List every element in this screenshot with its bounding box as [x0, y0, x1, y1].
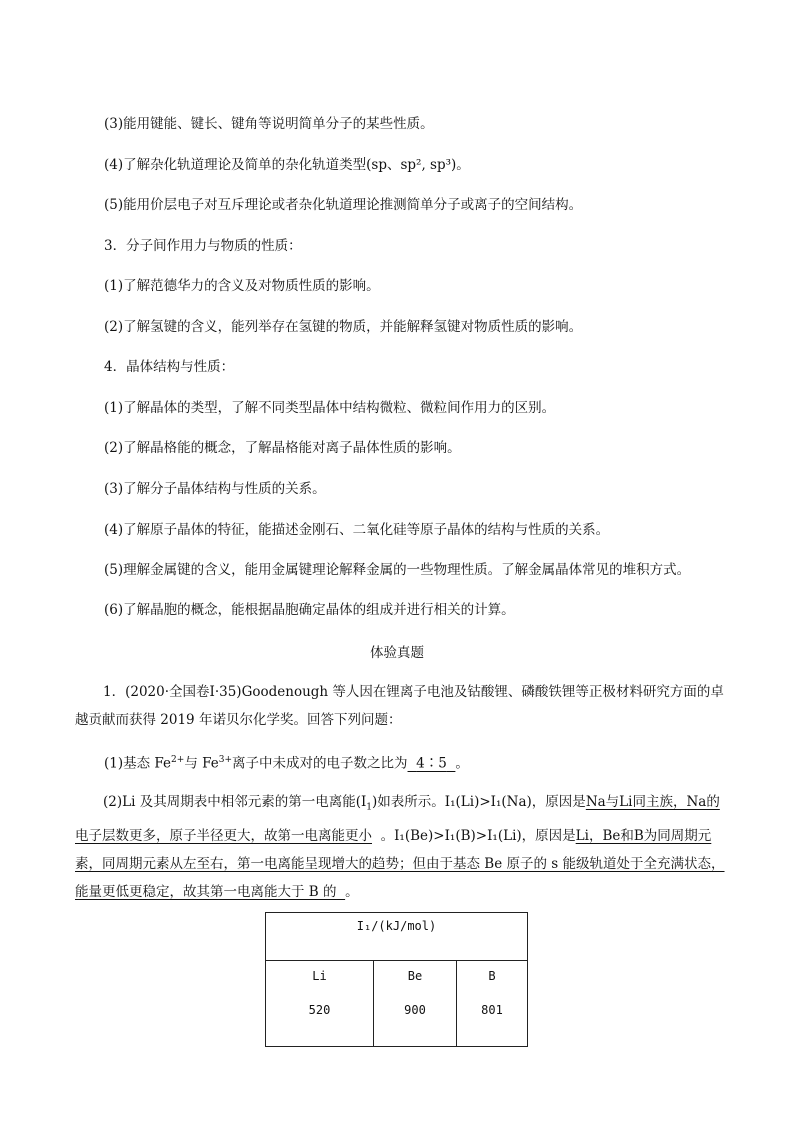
item-3-molecular-crystal: (3)了解分子晶体结构与性质的关系。 — [104, 481, 326, 497]
ionization-energy-table — [265, 912, 528, 1047]
answer-blank: 4∶5 — [416, 755, 447, 772]
item-4-hybridization: (4)了解杂化轨道理论及简单的杂化轨道类型(sp、sp², sp³)。 — [104, 157, 470, 173]
item-5-vsepr: (5)能用价层电子对互斥理论或者杂化轨道理论推测简单分子或离子的空间结构。 — [104, 197, 583, 213]
item-4-atomic-crystal: (4)了解原子晶体的特征，能描述金刚石、二氧化硅等原子晶体的结构与性质的关系。 — [104, 522, 610, 538]
heading-4-crystal: 4．晶体结构与性质： — [104, 359, 235, 375]
item-6-unit-cell: (6)了解晶胞的概念，能根据晶胞确定晶体的组成并进行相关的计算。 — [104, 602, 515, 618]
heading-3-intermolecular: 3．分子间作用力与物质的性质： — [104, 238, 302, 254]
item-1-crystal-types: (1)了解晶体的类型，了解不同类型晶体中结构微粒、微粒间作用力的区别。 — [104, 400, 556, 416]
item-3-bond-properties: (3)能用键能、键长、键角等说明简单分子的某些性质。 — [104, 116, 434, 132]
table-cell-li: Li 520 — [266, 961, 374, 1047]
item-2-hydrogen-bond: (2)了解氢键的含义，能列举存在氢键的物质，并能解释氢键对物质性质的影响。 — [104, 319, 583, 335]
item-1-van-der-waals: (1)了解范德华力的含义及对物质性质的影响。 — [104, 278, 380, 294]
table-header: I₁/(kJ/mol) — [266, 913, 528, 961]
answer-blank-2: Li，Be和B为同周期元素，同周期元素从左至右，第一电离能呈现增大的趋势；但由于基态 Be 原子的 s 能级轨道处于全充满状态，能量更低更稳定，故其第一电离能大于 B 的 — [75, 827, 725, 900]
table-cell-be: Be 900 — [374, 961, 457, 1047]
item-2-lattice-energy: (2)了解晶格能的概念，了解晶格能对离子晶体性质的影响。 — [104, 440, 461, 456]
question-1-part-2: (2)Li 及其周期表中相邻元素的第一电离能$(I_1)$如表所示。I₁(Li)>I₁(Na)，原因是Na与Li同主族，Na的电子层数更多，原子半径更大，故第一电离能更小 。I₁(Be)>I₁(B)>I₁(Li)，原因是Li，Be和B为同周期元素，同周期元素从左至右，第一电离能呈现增大的趋势；但由于基态 Be 原子的 s 能级轨道处于全充满状态，能量更低更稳定，故其第一电离能大于 B 的 。 — [75, 794, 725, 900]
table-cell-b: B 801 — [457, 961, 528, 1047]
item-5-metallic-bond: (5)理解金属键的含义，能用金属键理论解释金属的一些物理性质。了解金属晶体常见的堆积方式。 — [104, 562, 691, 578]
section-title: 体验真题 — [370, 645, 424, 661]
question-1-part-1: (1)基态 $Fe^{2+}$与 $Fe^{3+}$离子中未成对的电子数之比为 4∶5 。 — [104, 755, 469, 772]
answer-blank-1: Na与Li同主族，Na的电子层数更多，原子半径更大，故第一电离能更小 — [75, 794, 720, 844]
question-1-intro: 1．(2020·全国卷Ⅰ·35)Goodenough 等人因在锂离子电池及钴酸锂、磷酸铁锂等正极材料研究方面的卓越贡献而获得 2019 年诺贝尔化学奖。回答下列问题： — [75, 684, 724, 728]
